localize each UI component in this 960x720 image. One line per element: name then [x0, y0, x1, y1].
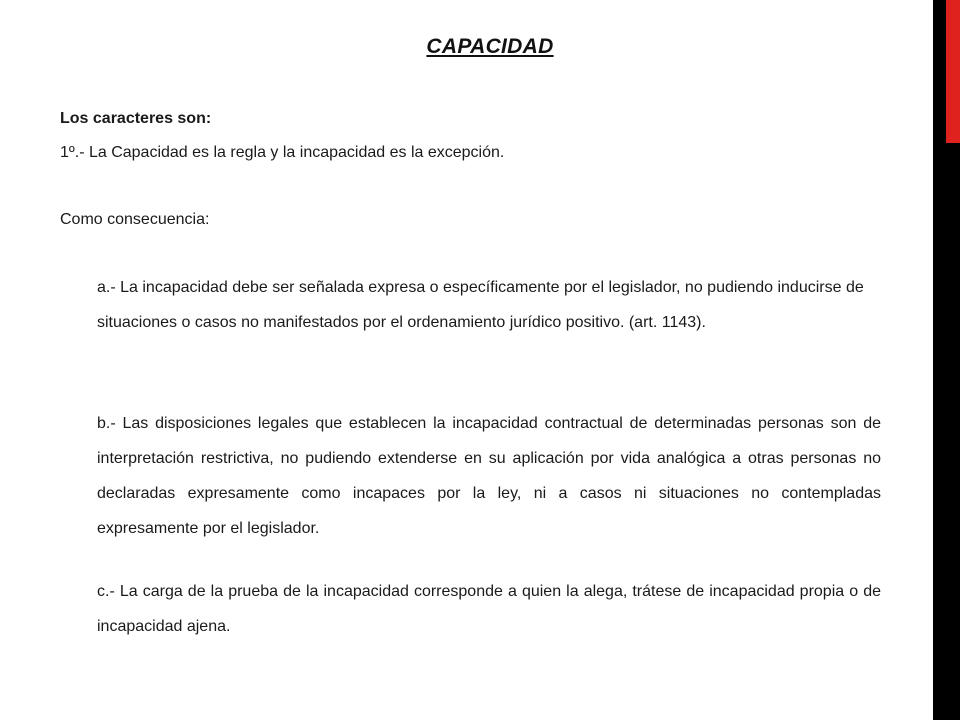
point-a-paragraph: a.- La incapacidad debe ser señalada expresa o específicamente por el legislador, no pudiendo inducirse de situaciones o casos no manifestados por el ordenamiento jurídico positivo. (art. 1143). — [97, 279, 864, 331]
consequence-label: Como consecuencia: — [60, 211, 210, 228]
point-b-paragraph: b.- Las disposiciones legales que establecen la incapacidad contractual de determinadas personas son de interpretación restrictiva, no pudiendo extenderse en su aplicación por vida analógica a otras personas no declaradas expresamente como incapaces por la ley, ni a casos ni situaciones no contempladas expresamente por el legislador. — [97, 415, 881, 537]
point-c-paragraph: c.- La carga de la prueba de la incapacidad corresponde a quien la alega, trátese de incapacidad propia o de incapacidad ajena. — [97, 583, 881, 635]
decorative-red-accent — [946, 0, 960, 143]
first-point: 1º.- La Capacidad es la regla y la incapacidad es la excepción. — [60, 144, 505, 161]
characters-heading: Los caracteres son: — [60, 110, 212, 127]
decorative-black-bar — [933, 0, 946, 720]
decorative-side-bar — [946, 0, 960, 720]
slide-title: CAPACIDAD — [426, 35, 554, 58]
